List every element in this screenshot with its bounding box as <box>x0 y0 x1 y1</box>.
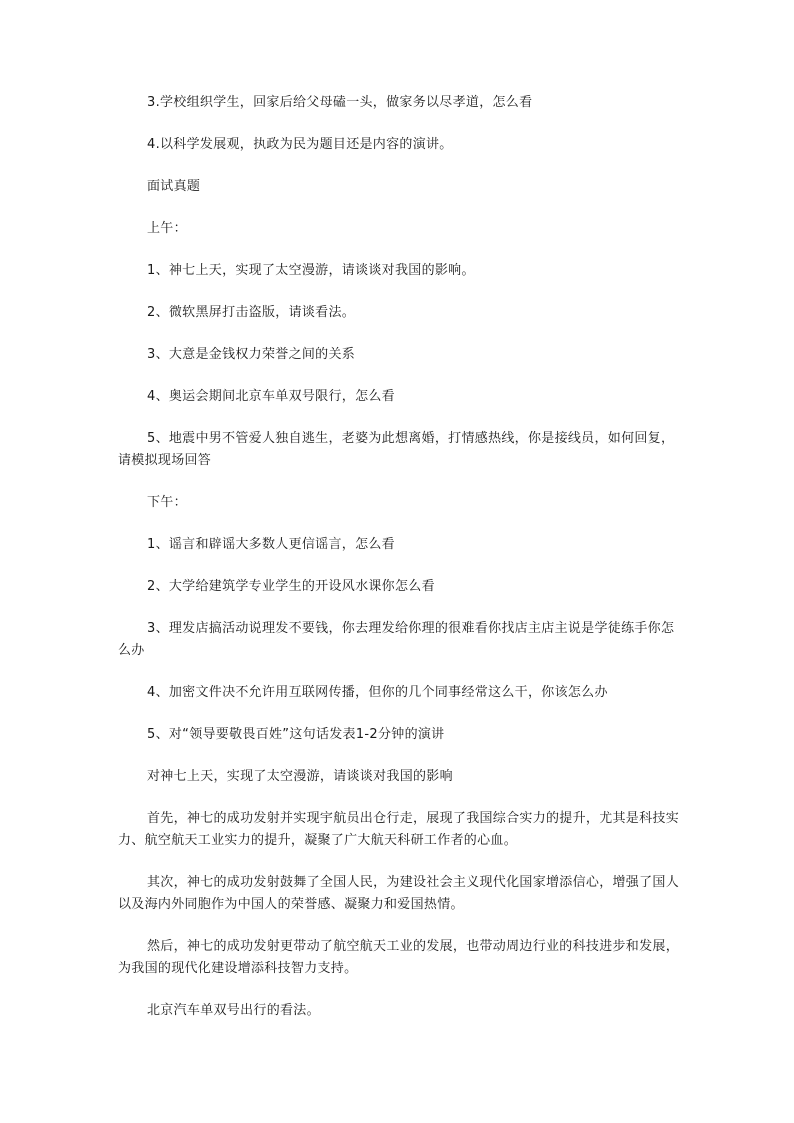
section-heading-shenzhou7-answer: 对神七上天，实现了太空漫游，请谈谈对我国的影响 <box>147 769 453 784</box>
paragraph-answer-first: 首先，神七的成功发射并实现宇航员出仓行走，展现了我国综合实力的提升，尤其是科技实力、航空航天工业实力的提升，凝聚了广大航天科研工作者的心血。 <box>118 811 680 848</box>
paragraph-afternoon-q1: 1、谣言和辟谣大多数人更信谣言，怎么看 <box>147 537 395 552</box>
paragraph-morning-q3: 3、大意是金钱权力荣誉之间的关系 <box>147 347 356 362</box>
paragraph-afternoon-q5: 5、对“领导要敬畏百姓”这句话发表1-2分钟的演讲 <box>147 727 445 742</box>
paragraph-morning-q2: 2、微软黑屏打击盗版，请谈看法。 <box>147 305 356 320</box>
section-heading-afternoon: 下午： <box>147 495 187 510</box>
paragraph-afternoon-q4: 4、加密文件决不允许用互联网传播，但你的几个同事经常这么干，你该怎么办 <box>147 685 608 700</box>
paragraph-morning-q5: 5、地震中男不管爱人独自逃生，老婆为此想离婚，打情感热线，你是接线员，如何回复，请模拟现场回答 <box>118 431 675 468</box>
section-heading-interview-questions: 面试真题 <box>147 179 201 194</box>
section-heading-morning: 上午： <box>147 221 187 236</box>
document-body <box>118 92 684 1042</box>
paragraph-morning-q4: 4、奥运会期间北京车单双号限行，怎么看 <box>147 389 395 404</box>
section-heading-beijing-traffic: 北京汽车单双号出行的看法。 <box>147 1003 320 1018</box>
paragraph-answer-second: 其次，神七的成功发射鼓舞了全国人民，为建设社会主义现代化国家增添信心，增强了国人以及海内外同胞作为中国人的荣誉感、凝聚力和爱国热情。 <box>118 875 680 912</box>
paragraph-question-3-filial-piety: 3.学校组织学生，回家后给父母磕一头，做家务以尽孝道，怎么看 <box>147 95 533 110</box>
paragraph-answer-then: 然后，神七的成功发射更带动了航空航天工业的发展，也带动周边行业的科技进步和发展，为我国的现代化建设增添科技智力支持。 <box>118 939 680 976</box>
paragraph-afternoon-q2: 2、大学给建筑学专业学生的开设风水课你怎么看 <box>147 579 435 594</box>
paragraph-morning-q1: 1、神七上天，实现了太空漫游，请谈谈对我国的影响。 <box>147 263 475 278</box>
paragraph-question-4-speech: 4.以科学发展观，执政为民为题目还是内容的演讲。 <box>147 137 453 152</box>
paragraph-afternoon-q3: 3、理发店搞活动说理发不要钱，你去理发给你理的很难看你找店主店主说是学徒练手你怎么办 <box>118 621 675 658</box>
